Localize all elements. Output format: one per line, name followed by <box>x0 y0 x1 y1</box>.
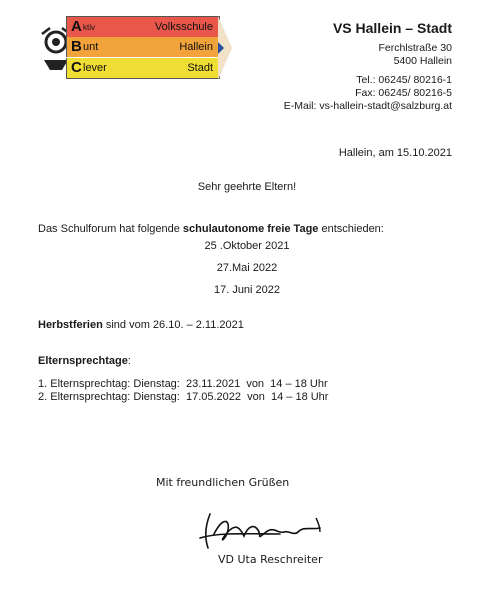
logo-right-text: Stadt <box>187 62 213 74</box>
pencil-lead-icon <box>218 42 224 54</box>
logo-row-bunt <box>66 37 220 57</box>
conference-colon: : <box>127 355 131 367</box>
free-day-3: 17. Juni 2022 <box>213 284 281 296</box>
free-day-1: 25 .Oktober 2021 <box>204 240 290 252</box>
email-address: E-Mail: vs-hallein-stadt@salzburg.at <box>283 100 452 112</box>
closing: Mit freundlichen Grüßen <box>156 476 290 489</box>
intro-after: entschieden: <box>318 223 384 235</box>
logo-row-aktiv <box>66 16 220 37</box>
logo-row-clever <box>66 58 220 79</box>
intro-text <box>38 223 384 235</box>
intro-before: Das Schulforum hat folgende <box>38 223 183 235</box>
salutation: Sehr geehrte Eltern! <box>197 181 297 193</box>
logo-right-text: Hallein <box>179 41 213 53</box>
address-street: Ferchlstraße 30 <box>378 42 452 54</box>
autumn-bold: Herbstferien <box>38 319 103 331</box>
free-day-2: 27.Mai 2022 <box>216 262 278 274</box>
logo-letter: C <box>71 59 82 76</box>
autumn-rest: sind vom 26.10. – 2.11.2021 <box>102 319 244 331</box>
logo-letter: B <box>71 38 82 55</box>
signature-icon <box>170 504 330 554</box>
conference-title-bold: Elternsprechtage <box>38 355 128 367</box>
address-city: 5400 Hallein <box>393 55 452 67</box>
autumn-holidays <box>38 319 244 331</box>
logo-word: unt <box>83 41 99 53</box>
conference-line-1: 1. Elternsprechtag: Dienstag: 23.11.2021 von 14 – 18 Uhr <box>38 378 328 390</box>
signatory: VD Uta Reschreiter <box>218 553 323 566</box>
place-date: Hallein, am 15.10.2021 <box>338 147 452 159</box>
logo-letter: A <box>71 18 82 35</box>
school-logo <box>38 14 226 80</box>
school-name: VS Hallein – Stadt <box>332 20 452 36</box>
intro-bold: schulautonome freie Tage <box>182 223 319 235</box>
conference-title <box>38 355 131 367</box>
phone-number: Tel.: 06245/ 80216-1 <box>356 74 452 86</box>
logo-word: lever <box>83 62 107 74</box>
logo-word: ktiv <box>83 23 95 32</box>
conference-line-2: 2. Elternsprechtag: Dienstag: 17.05.2022 von 14 – 18 Uhr <box>38 391 329 403</box>
fax-number: Fax: 06245/ 80216-5 <box>355 87 452 99</box>
logo-right-text: Volksschule <box>154 21 213 33</box>
